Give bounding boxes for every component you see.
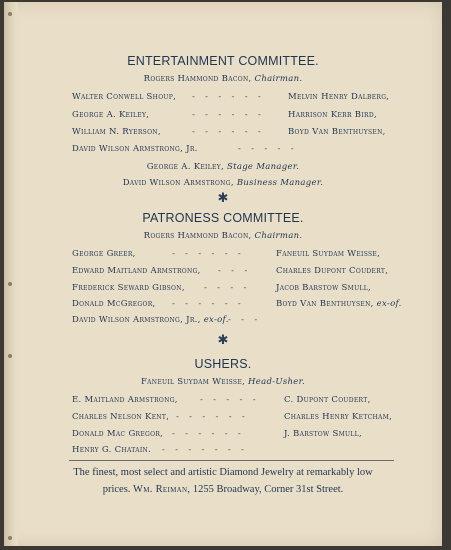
member-left: Frederick Seward Gibson, — [72, 283, 185, 293]
program-page — [4, 2, 442, 546]
ex-officio-mark: ex-of. — [203, 315, 229, 325]
member-right: Boyd Van Benthuysen, — [288, 127, 386, 137]
member-right: Jacob Barstow Smull, — [276, 283, 372, 293]
divider-rule — [69, 460, 394, 461]
leader-dashes: - - - — [218, 266, 252, 276]
business-manager-role: Business Manager. — [236, 178, 324, 188]
member-left: Edward Maitland Armstrong, — [72, 266, 201, 276]
advertiser-address: 1255 Broadway, Corner 31st Street. — [192, 484, 344, 495]
leader-dashes: - - - - - - — [172, 249, 245, 259]
usher-right: C. Dupont Coudert, — [284, 395, 371, 405]
advertisement-line-1: The finest, most select and artistic Diamond Jewelry at remarkably low — [73, 467, 373, 478]
leader-dashes: - - - - - — [238, 144, 298, 154]
usher-left: E. Maitland Armstrong, — [72, 395, 178, 405]
stage-manager-line — [4, 162, 442, 172]
patroness-member-row — [4, 249, 442, 262]
leader-dashes: - - - - - - — [176, 412, 249, 422]
usher-right: J. Barstow Smull, — [284, 429, 362, 439]
chairman-role: Chairman. — [254, 231, 303, 241]
member-left: Walter Conwell Shoup, — [72, 92, 177, 102]
stage-manager-name: George A. Keiley, — [146, 162, 224, 172]
head-usher-name: Faneuil Suydam Weisse, — [140, 377, 246, 387]
entertainment-member-row — [4, 92, 442, 105]
member-left: David Wilson Armstrong, Jr. — [72, 144, 198, 154]
ex-officio-mark: ex-of. — [376, 299, 402, 309]
member-right: Harrison Kerr Bird, — [288, 110, 377, 120]
usher-row — [4, 395, 442, 408]
head-usher — [4, 377, 442, 387]
member-left: George Greer, — [72, 249, 136, 259]
usher-left: Donald Mac Gregor, — [72, 429, 164, 439]
usher-left: Henry G. Chatain. — [72, 445, 152, 455]
entertainment-member-row — [4, 110, 442, 123]
member-right: Charles Dupont Coudert, — [276, 266, 389, 276]
leader-dashes: - - - - - - — [192, 110, 265, 120]
patroness-chairman — [4, 231, 442, 241]
ushers-heading: USHERS. — [194, 357, 252, 371]
chairman-role: Chairman. — [254, 74, 303, 84]
leader-dashes: - - - - - - - — [162, 445, 248, 455]
chairman-name: Rogers Hammond Bacon, — [143, 74, 252, 84]
member-right: Melvin Henry Dalberg, — [288, 92, 390, 102]
stage-manager-role: Stage Manager. — [226, 162, 300, 172]
entertainment-member-row — [4, 144, 442, 157]
entertainment-committee-heading: ENTERTAINMENT COMMITTEE. — [127, 54, 319, 68]
usher-row — [4, 445, 442, 458]
patroness-committee-heading: PATRONESS COMMITTEE. — [142, 211, 304, 225]
leader-dashes: - - - - - - — [192, 127, 265, 137]
patroness-member-row — [4, 315, 442, 328]
leader-dashes: - - - — [228, 315, 262, 325]
usher-row — [4, 412, 442, 425]
leader-dashes: - - - - - - — [172, 299, 245, 309]
leader-dashes: - - - - — [204, 283, 251, 293]
member-name: David Wilson Armstrong, Jr., — [72, 315, 201, 325]
business-manager-line — [4, 178, 442, 188]
entertainment-member-row — [4, 127, 442, 140]
chairman-name: Rogers Hammond Bacon, — [143, 231, 252, 241]
head-usher-role: Head-Usher. — [248, 377, 306, 387]
leader-dashes: - - - - - - — [192, 92, 265, 102]
patroness-member-row — [4, 299, 442, 312]
entertainment-chairman — [4, 74, 442, 84]
member-left: William N. Ryerson, — [72, 127, 161, 137]
leader-dashes: - - - - - — [200, 395, 260, 405]
advertiser-firm: Wm. Reiman, — [133, 484, 191, 495]
advertisement-prefix: prices. — [102, 484, 131, 495]
member-left: Donald McGregor, — [72, 299, 156, 309]
patroness-member-row — [4, 283, 442, 296]
patroness-member-row — [4, 266, 442, 279]
leader-dashes: - - - - - - — [172, 429, 245, 439]
member-left — [72, 315, 229, 325]
usher-right: Charles Henry Ketcham, — [284, 412, 393, 422]
member-right: Faneuil Suydam Weisse, — [276, 249, 381, 259]
asterism-ornament-icon: ✱ — [217, 333, 229, 348]
member-name: Boyd Van Benthuysen, — [276, 299, 374, 309]
advertisement-line-2 — [4, 484, 442, 495]
asterism-ornament-icon: ✱ — [217, 191, 229, 206]
usher-left: Charles Nelson Kent, — [72, 412, 170, 422]
member-right — [276, 299, 402, 309]
business-manager-name: David Wilson Armstrong, — [122, 178, 234, 188]
member-left: George A. Keiley, — [72, 110, 150, 120]
usher-row — [4, 429, 442, 442]
